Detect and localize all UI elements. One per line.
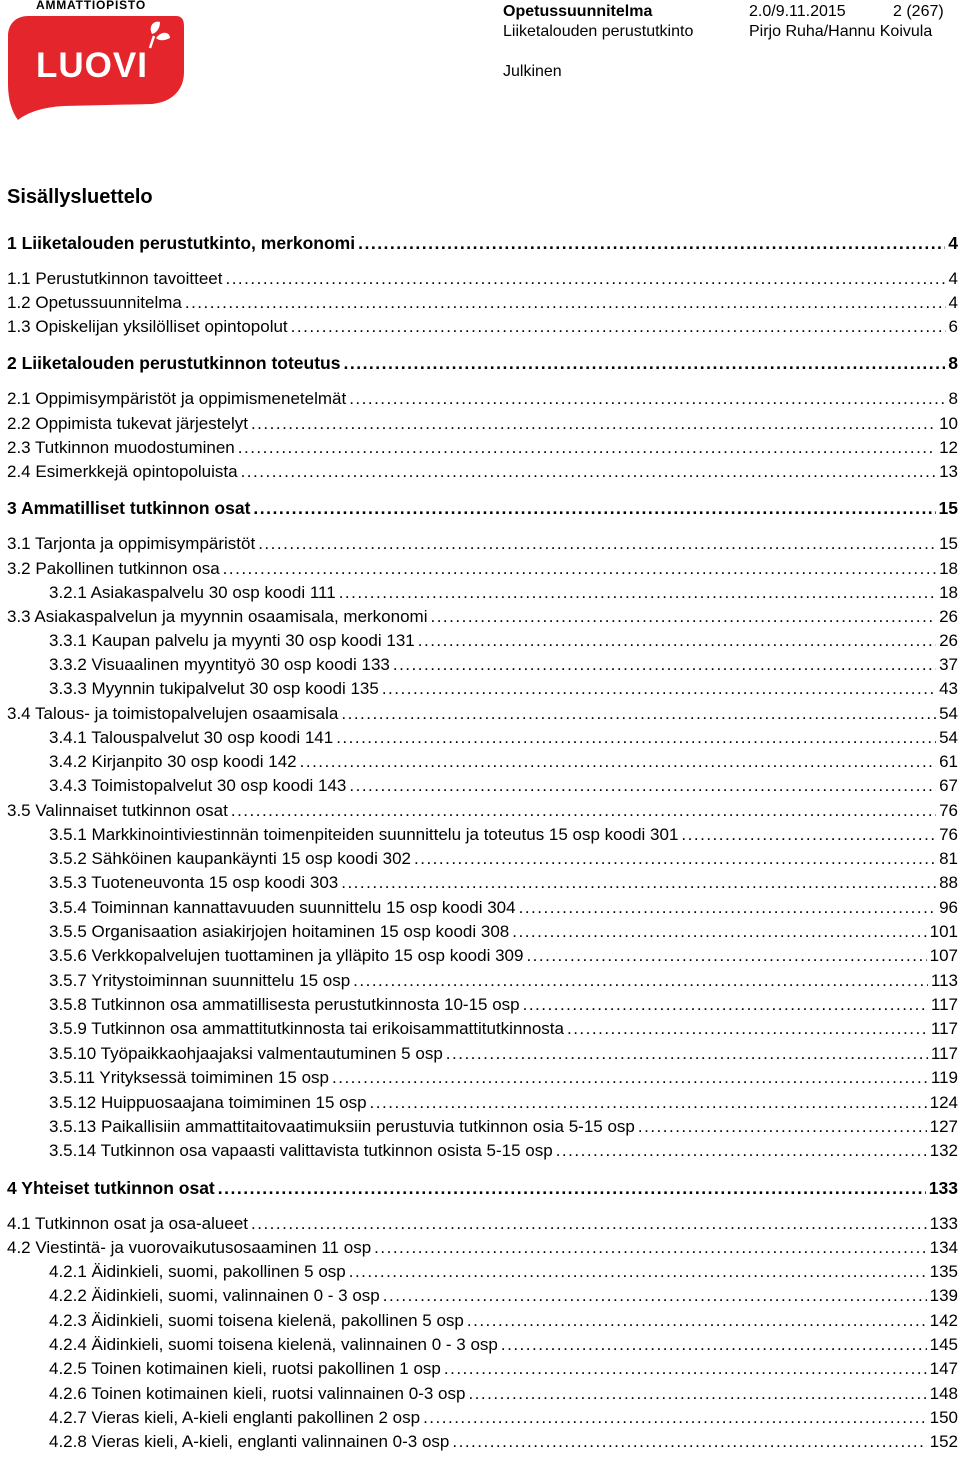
toc-entry-page: 134	[929, 1238, 958, 1257]
toc-dot-leader	[349, 776, 936, 796]
toc-dot-leader	[430, 607, 936, 627]
toc-entry-title: 1 Liiketalouden perustutkinto, merkonomi	[7, 232, 356, 253]
toc-entry[interactable]	[0, 232, 960, 254]
toc-dot-leader	[238, 438, 936, 458]
toc-dot-leader	[341, 873, 936, 893]
toc-entry-title: 2 Liiketalouden perustutkinnon toteutus	[7, 352, 341, 373]
header-doc-type: Opetussuunnitelma	[503, 3, 653, 20]
toc-entry-title: 3.3.1 Kaupan palvelu ja myynti 30 osp koodi 131	[49, 631, 415, 650]
toc-entry[interactable]	[0, 497, 960, 519]
toc-dot-leader	[241, 462, 937, 482]
toc-dot-leader	[336, 728, 936, 748]
toc-entry-title: 3.4.3 Toimistopalvelut 30 osp koodi 143	[49, 776, 347, 795]
toc-entry-title: 3.2.1 Asiakaspalvelu 30 osp koodi 111	[49, 583, 336, 602]
toc-entry-page: 142	[929, 1311, 958, 1330]
toc-entry[interactable]	[0, 678, 960, 700]
toc-dot-leader	[519, 898, 936, 918]
toc-entry-page: 133	[928, 1177, 958, 1198]
toc-dot-leader	[353, 971, 928, 991]
toc-entry-title: 2.4 Esimerkkejä opintopoluista	[7, 462, 238, 481]
toc-dot-leader	[349, 389, 945, 409]
toc-entry[interactable]	[0, 292, 960, 314]
toc-dot-leader	[332, 1068, 928, 1088]
toc-entry-page: 124	[929, 1093, 958, 1112]
toc-dot-leader	[681, 825, 936, 845]
toc-entry-page: 37	[939, 655, 958, 674]
toc-entry-page: 76	[939, 825, 958, 844]
toc-entry-title: 2.1 Oppimisympäristöt ja oppimismenetelmät	[7, 389, 347, 408]
toc-entry-title: 4.2.6 Toinen kotimainen kieli, ruotsi valinnainen 0-3 osp	[49, 1384, 466, 1403]
toc-entry-title: 4 Yhteiset tutkinnon osat	[7, 1177, 215, 1198]
toc-entry-page: 12	[939, 438, 958, 457]
toc-entry-page: 8	[948, 352, 958, 373]
toc-entry[interactable]	[0, 352, 960, 374]
toc-entry[interactable]	[0, 388, 960, 410]
toc-entry[interactable]	[0, 1431, 960, 1453]
toc-dot-leader	[291, 317, 946, 337]
toc-entry-title: 2.3 Tutkinnon muodostuminen	[7, 438, 235, 457]
toc-entry-title: 3.3.3 Myynnin tukipalvelut 30 osp koodi 135	[49, 679, 379, 698]
toc-entry-title: 3.5.2 Sähköinen kaupankäynti 15 osp koodi 302	[49, 849, 411, 868]
toc-entry-title: 3.5.11 Yrityksessä toimiminen 15 osp	[49, 1068, 330, 1087]
toc-entry-page: 148	[929, 1384, 958, 1403]
logo-institution: AMMATTIOPISTO	[36, 0, 146, 12]
toc-dot-leader	[501, 1335, 927, 1355]
toc-entry[interactable]	[0, 558, 960, 580]
toc-entry-page: 145	[929, 1335, 958, 1354]
toc-entry-page: 117	[930, 1019, 958, 1038]
toc-dot-leader	[374, 1238, 926, 1258]
toc-entry-title: 3.3.2 Visuaalinen myyntityö 30 osp koodi 133	[49, 655, 390, 674]
toc-dot-leader	[339, 583, 936, 603]
toc-entry-title: 3.5.7 Yritystoiminnan suunnittelu 15 osp	[49, 971, 351, 990]
toc-entry-title: 4.2.5 Toinen kotimainen kieli, ruotsi pakollinen 1 osp	[49, 1359, 441, 1378]
toc-dot-leader	[512, 922, 926, 942]
toc-dot-leader	[444, 1359, 927, 1379]
toc-entry-page: 81	[939, 849, 958, 868]
toc-entry[interactable]	[0, 316, 960, 338]
toc-dot-leader	[393, 655, 936, 675]
toc-entry[interactable]	[0, 727, 960, 749]
toc-entry-page: 147	[929, 1359, 958, 1378]
toc-entry-page: 15	[939, 534, 958, 553]
toc-entry-page: 117	[930, 995, 958, 1014]
toc-entry[interactable]	[0, 654, 960, 676]
toc-dot-leader	[358, 233, 945, 254]
toc-entry[interactable]	[0, 800, 960, 822]
toc-dot-leader	[467, 1311, 927, 1331]
header-version-date: 2.0/9.11.2015	[749, 3, 846, 20]
toc-entry-title: 3 Ammatilliset tutkinnon osat	[7, 497, 251, 518]
toc-entry[interactable]	[0, 1334, 960, 1356]
toc-entry-page: 18	[939, 559, 958, 578]
toc-entry-title: 3.5.5 Organisaation asiakirjojen hoitaminen 15 osp koodi 308	[49, 922, 510, 941]
toc-dot-leader	[218, 1178, 926, 1199]
toc-dot-leader	[251, 1214, 927, 1234]
toc-title: Sisällysluettelo	[7, 186, 153, 208]
toc-entry[interactable]	[0, 921, 960, 943]
toc-dot-leader	[446, 1044, 928, 1064]
toc-entry[interactable]	[0, 1067, 960, 1089]
toc-entry-title: 4.1 Tutkinnon osat ja osa-alueet	[7, 1214, 248, 1233]
toc-entry-title: 3.5.6 Verkkopalvelujen tuottaminen ja ylläpito 15 osp koodi 309	[49, 946, 524, 965]
toc-entry[interactable]	[0, 1407, 960, 1429]
toc-entry[interactable]	[0, 897, 960, 919]
toc-entry-title: 3.5.8 Tutkinnon osa ammatillisesta perustutkinnosta 10-15 osp	[49, 995, 520, 1014]
toc-entry-title: 3.5.1 Markkinointiviestinnän toimenpiteiden suunnittelu ja toteutus 15 osp koodi 301	[49, 825, 679, 844]
toc-entry-title: 3.2 Pakollinen tutkinnon osa	[7, 559, 220, 578]
toc-entry[interactable]	[0, 1092, 960, 1114]
toc-entry-page: 127	[929, 1117, 958, 1136]
toc-dot-leader	[638, 1117, 927, 1137]
toc-entry-title: 4.2 Viestintä- ja vuorovaikutusosaaminen 11 osp	[7, 1238, 372, 1257]
toc-entry-title: 4.2.4 Äidinkieli, suomi toisena kielenä, valinnainen 0 - 3 osp	[49, 1335, 498, 1354]
toc-dot-leader	[452, 1432, 926, 1452]
toc-entry-title: 3.5.9 Tutkinnon osa ammattitutkinnosta tai erikoisammattitutkinnosta	[49, 1019, 564, 1038]
toc-entry-page: 13	[939, 462, 958, 481]
toc-entry[interactable]	[0, 1018, 960, 1040]
toc-entry[interactable]	[0, 268, 960, 290]
toc-entry[interactable]	[0, 1237, 960, 1259]
toc-entry-page: 101	[929, 922, 958, 941]
toc-entry[interactable]	[0, 848, 960, 870]
toc-entry-title: 1.2 Opetussuunnitelma	[7, 293, 182, 312]
toc-entry-title: 4.2.7 Vieras kieli, A-kieli englanti pakollinen 2 osp	[49, 1408, 421, 1427]
toc-entry-page: 43	[939, 679, 958, 698]
header-classification: Julkinen	[503, 63, 562, 80]
toc-entry[interactable]	[0, 751, 960, 773]
toc-entry-page: 10	[939, 414, 958, 433]
toc-entry[interactable]	[0, 1213, 960, 1235]
toc-dot-leader	[343, 353, 945, 374]
toc-dot-leader	[423, 1408, 927, 1428]
toc-entry-title: 3.5.12 Huippuosaajana toimiminen 15 osp	[49, 1093, 367, 1112]
toc-entry-page: 4	[948, 232, 958, 253]
toc-entry-page: 88	[939, 873, 958, 892]
toc-entry-page: 107	[929, 946, 958, 965]
toc-entry-page: 119	[930, 1068, 958, 1087]
toc-entry-title: 3.3 Asiakaspalvelun ja myynnin osaamisala, merkonomi	[7, 607, 428, 626]
toc-entry-page: 150	[929, 1408, 958, 1427]
toc-dot-leader	[567, 1019, 928, 1039]
toc-dot-leader	[341, 704, 936, 724]
toc-entry[interactable]	[0, 1261, 960, 1283]
toc-entry[interactable]	[0, 872, 960, 894]
toc-entry-page: 26	[939, 607, 958, 626]
toc-entry-title: 4.2.3 Äidinkieli, suomi toisena kielenä, pakollinen 5 osp	[49, 1311, 464, 1330]
toc-dot-leader	[253, 498, 935, 519]
toc-entry-page: 96	[939, 898, 958, 917]
toc-entry[interactable]	[0, 1285, 960, 1307]
toc-entry-page: 139	[929, 1286, 958, 1305]
toc-dot-leader	[223, 559, 936, 579]
toc-entry-title: 4.2.8 Vieras kieli, A-kieli, englanti valinnainen 0-3 osp	[49, 1432, 450, 1451]
toc-entry-page: 135	[929, 1262, 958, 1281]
toc-dot-leader	[225, 269, 945, 289]
toc-entry-title: 3.5.4 Toiminnan kannattavuuden suunnittelu 15 osp koodi 304	[49, 898, 516, 917]
toc-entry-page: 6	[948, 317, 958, 336]
toc-entry-page: 4	[948, 293, 958, 312]
toc-entry[interactable]	[0, 703, 960, 725]
toc-entry[interactable]	[0, 1116, 960, 1138]
toc-dot-leader	[414, 849, 936, 869]
toc-entry[interactable]	[0, 1177, 960, 1199]
toc-entry[interactable]	[0, 994, 960, 1016]
toc-entry-title: 1.1 Perustutkinnon tavoitteet	[7, 269, 223, 288]
toc-entry-title: 3.5.10 Työpaikkaohjaajaksi valmentautuminen 5 osp	[49, 1044, 443, 1063]
toc-dot-leader	[185, 293, 946, 313]
toc-entry[interactable]	[0, 775, 960, 797]
toc-entry-title: 3.5 Valinnaiset tutkinnon osat	[7, 801, 228, 820]
logo-wordmark: LUOVI	[36, 46, 148, 85]
toc-entry-page: 61	[939, 752, 958, 771]
toc-entry[interactable]	[0, 606, 960, 628]
toc-dot-leader	[349, 1262, 927, 1282]
toc-entry[interactable]	[0, 824, 960, 846]
toc-dot-leader	[418, 631, 936, 651]
toc-entry[interactable]	[0, 1043, 960, 1065]
toc-entry-title: 3.5.3 Tuoteneuvonta 15 osp koodi 303	[49, 873, 339, 892]
toc-entry-page: 4	[948, 269, 958, 288]
toc-entry[interactable]	[0, 413, 960, 435]
toc-entry-page: 26	[939, 631, 958, 650]
toc-entry-page: 117	[930, 1044, 958, 1063]
toc-dot-leader	[382, 679, 936, 699]
toc-dot-leader	[370, 1093, 927, 1113]
toc-entry-title: 3.4.2 Kirjanpito 30 osp koodi 142	[49, 752, 297, 771]
toc-dot-leader	[383, 1286, 927, 1306]
toc-entry[interactable]	[0, 1140, 960, 1162]
toc-dot-leader	[468, 1384, 926, 1404]
toc-entry-page: 113	[930, 971, 958, 990]
toc-entry-title: 2.2 Oppimista tukevat järjestelyt	[7, 414, 248, 433]
toc-dot-leader	[526, 946, 926, 966]
toc-entry-title: 1.3 Opiskelijan yksilölliset opintopolut	[7, 317, 288, 336]
toc-entry[interactable]	[0, 630, 960, 652]
toc-entry[interactable]	[0, 945, 960, 967]
toc-dot-leader	[556, 1141, 927, 1161]
toc-entry-page: 15	[938, 497, 958, 518]
toc-entry[interactable]	[0, 970, 960, 992]
toc-entry-title: 3.1 Tarjonta ja oppimisympäristöt	[7, 534, 256, 553]
toc-entry-title: 3.4 Talous- ja toimistopalvelujen osaamisala	[7, 704, 339, 723]
toc-entry[interactable]	[0, 1383, 960, 1405]
toc-entry[interactable]	[0, 437, 960, 459]
toc-entry-page: 67	[939, 776, 958, 795]
toc-dot-leader	[523, 995, 928, 1015]
header-page-number: 2 (267)	[893, 3, 944, 20]
toc-entry[interactable]	[0, 1358, 960, 1380]
toc-entry-page: 8	[948, 389, 958, 408]
toc-entry[interactable]	[0, 582, 960, 604]
toc-entry-page: 132	[929, 1141, 958, 1160]
toc-entry-title: 3.5.13 Paikallisiin ammattitaitovaatimuksiin perustuvia tutkinnon osia 5-15 osp	[49, 1117, 635, 1136]
toc-entry[interactable]	[0, 533, 960, 555]
toc-dot-leader	[300, 752, 936, 772]
toc-entry[interactable]	[0, 1310, 960, 1332]
header-program: Liiketalouden perustutkinto	[503, 23, 694, 40]
toc-entry-page: 18	[939, 583, 958, 602]
header-authors: Pirjo Ruha/Hannu Koivula	[749, 23, 933, 40]
toc-entry-page: 152	[929, 1432, 958, 1451]
toc-entry-title: 3.4.1 Talouspalvelut 30 osp koodi 141	[49, 728, 334, 747]
toc-entry-title: 4.2.2 Äidinkieli, suomi, valinnainen 0 - 3 osp	[49, 1286, 380, 1305]
toc-entry-page: 54	[939, 728, 958, 747]
toc-entry-page: 76	[939, 801, 958, 820]
toc-dot-leader	[258, 534, 936, 554]
toc-entry-title: 4.2.1 Äidinkieli, suomi, pakollinen 5 osp	[49, 1262, 346, 1281]
toc-dot-leader	[231, 801, 936, 821]
toc-entry-page: 54	[939, 704, 958, 723]
toc-dot-leader	[251, 414, 936, 434]
toc-entry[interactable]	[0, 461, 960, 483]
toc-entry-page: 133	[929, 1214, 958, 1233]
toc-entry-title: 3.5.14 Tutkinnon osa vapaasti valittavista tutkinnon osista 5-15 osp	[49, 1141, 553, 1160]
